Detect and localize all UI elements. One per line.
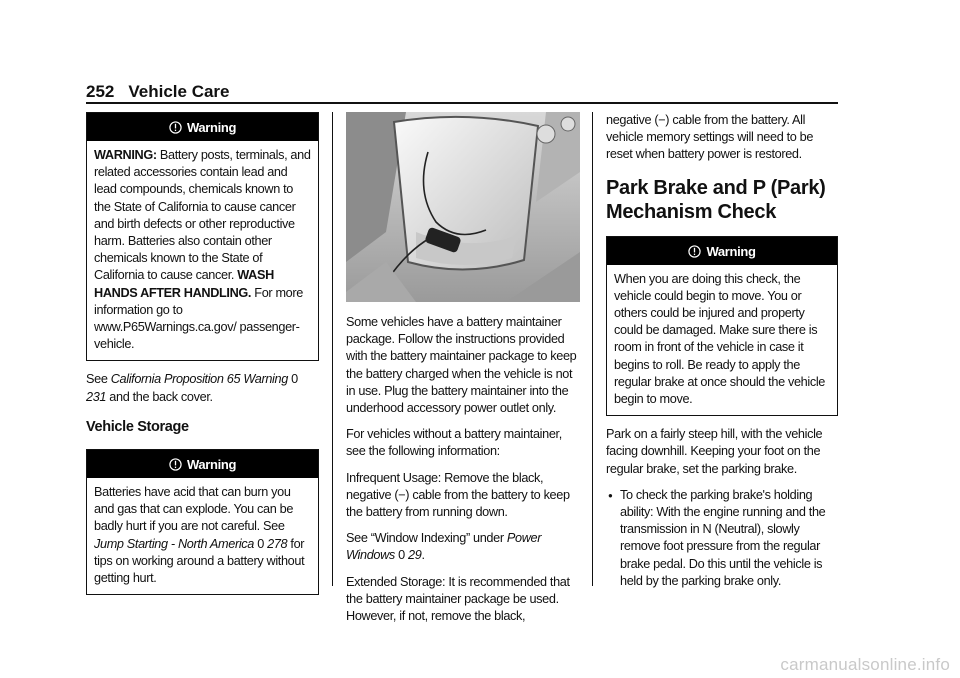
paragraph: Infrequent Usage: Remove the black, negative (−) cable from the battery to keep the battery from running down. xyxy=(346,470,570,520)
section-heading: Vehicle Storage xyxy=(86,418,189,435)
paragraph: negative (−) cable from the battery. All vehicle memory settings will need to be reset when battery power is restored. xyxy=(606,113,814,162)
warning-title: Warning xyxy=(706,243,756,259)
warning-icon xyxy=(169,121,182,134)
warning-header xyxy=(87,113,318,141)
warning-title: Warning xyxy=(186,120,237,135)
text: See xyxy=(86,372,111,387)
page-ref[interactable]: 29 xyxy=(408,548,422,563)
page-arrow-icon: 0 xyxy=(398,548,405,563)
paragraph: Park on a fairly steep hill, with the vehicle facing downhill. Keeping your foot on the regular brake, set the parking brake. xyxy=(606,427,823,476)
paragraph: Some vehicles have a battery maintainer package. Follow the instructions provided with the battery maintainer package to keep the battery charged when the vehicle is not in use. Plug the battery maintainer into the underhood accessory power outlet only. xyxy=(346,315,577,416)
warning-icon xyxy=(169,458,182,471)
column-1 xyxy=(86,112,319,605)
warning-title: Warning xyxy=(186,457,237,473)
cross-reference-link[interactable]: Power Windows xyxy=(346,531,542,563)
warning-header xyxy=(607,237,837,265)
text: and the back cover. xyxy=(106,389,213,404)
cross-reference-link[interactable]: California Proposition 65 Warning xyxy=(110,372,288,387)
bullet-list xyxy=(606,487,838,590)
column-divider xyxy=(592,112,593,586)
paragraph: For vehicles without a battery maintainer, see the following information: xyxy=(346,427,562,459)
warning-box xyxy=(86,449,319,595)
warning-lead: WARNING: xyxy=(94,148,157,162)
text: See “Window Indexing” under xyxy=(346,531,507,546)
column-divider xyxy=(332,112,333,586)
column-3 xyxy=(606,112,838,590)
page-ref[interactable]: 231 xyxy=(86,389,107,404)
warning-icon xyxy=(688,245,701,258)
battery-maintainer-photo xyxy=(346,112,580,302)
header-rule xyxy=(86,102,838,104)
see-reference xyxy=(86,371,319,405)
text: . xyxy=(421,548,425,563)
page-arrow-icon: 0 xyxy=(291,372,298,387)
warning-text-part: Battery posts, terminals, and related accessories contain lead and lead compounds, chemicals known to the State of California to cause cancer and birth defects or other reproductive harm. Batteries also contain other chemicals known to the State of California to cause cancer. xyxy=(94,148,311,283)
warning-text-part: Batteries have acid that can burn you and gas that can explode. You can be badly hurt if you are not careful. See xyxy=(94,485,294,534)
warning-box xyxy=(86,112,319,361)
page-header xyxy=(86,82,230,102)
section-title: Vehicle Care xyxy=(128,82,230,101)
page-ref[interactable]: 278 xyxy=(267,536,288,551)
warning-text: When you are doing this check, the vehicle could begin to move. You or others could be injured and property could be damaged. Make sure there is room in front of the vehicle in case it begins to roll. Be ready to apply the regular brake at once should the vehicle begin to move. xyxy=(614,271,825,407)
section-heading: Park Brake and P (Park) Mechanism Check xyxy=(606,176,826,223)
list-item: ● To check the parking brake's holding ability: With the engine running and the transmission in N (Neutral), slowly remove foot pressure from the regular brake pedal. Do this until the vehicle is held by the parking brake only. xyxy=(606,487,838,590)
warning-text-part: for tips on working around a battery without getting hurt. xyxy=(94,536,305,586)
watermark: carmanualsonline.info xyxy=(780,655,950,674)
see-reference xyxy=(346,530,580,564)
warning-text xyxy=(87,141,318,360)
column-2 xyxy=(346,112,580,634)
warning-box xyxy=(606,236,838,417)
page-arrow-icon: 0 xyxy=(257,536,264,551)
warning-text-part: For more information go to www.P65Warnings.ca.gov/ passenger-vehicle. xyxy=(94,285,303,352)
page-number: 252 xyxy=(86,82,115,101)
cross-reference-link[interactable]: Jump Starting - North America xyxy=(94,536,255,551)
warning-bold: WASH HANDS AFTER HANDLING. xyxy=(94,268,274,300)
warning-header xyxy=(87,450,318,478)
warning-text xyxy=(87,478,318,594)
paragraph: Extended Storage: It is recommended that the battery maintainer package be used. However, if not, remove the black, xyxy=(346,574,570,624)
